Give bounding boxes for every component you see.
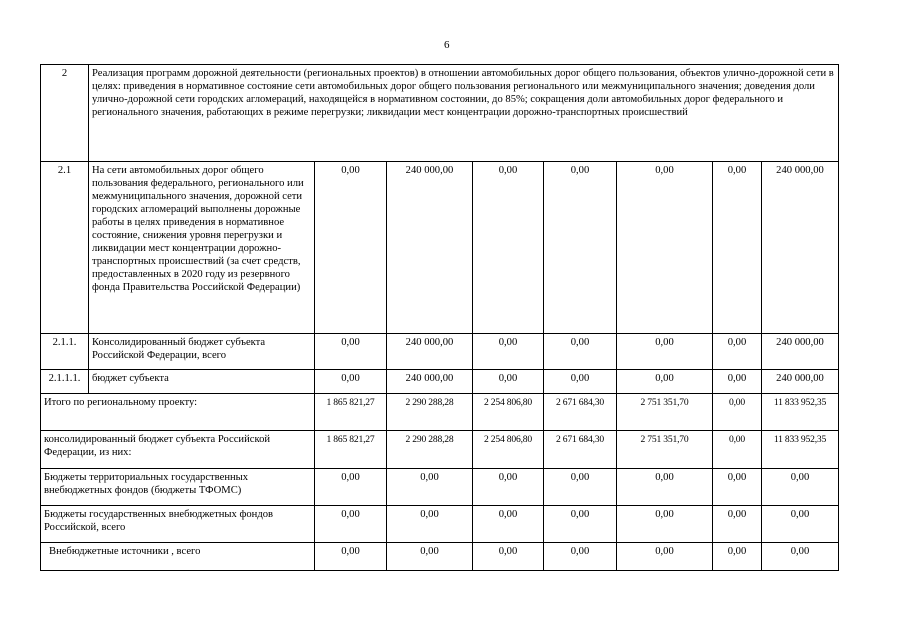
value-cell: 11 833 952,35 [762,431,839,469]
table-row [41,370,839,394]
value-cell: 0,00 [473,334,544,370]
value-cell: 0,00 [713,431,762,469]
value-cell: 0,00 [387,543,473,571]
value-cell: 0,00 [713,370,762,394]
value-cell: 0,00 [544,543,617,571]
total-row [41,469,839,506]
page-number: 6 [444,39,450,51]
value-cell: 2 671 684,30 [544,431,617,469]
value-cell: 0,00 [617,543,713,571]
value-cell: 0,00 [315,469,387,506]
value-cell: 11 833 952,35 [762,394,839,431]
value-cell: 0,00 [315,334,387,370]
row-code: 2.1.1.1. [41,370,89,394]
value-cell: 0,00 [762,506,839,543]
value-cell: 2 254 806,80 [473,431,544,469]
total-label: Бюджеты государственных внебюджетных фондов Российской, всего [41,506,315,543]
value-cell: 0,00 [315,162,387,334]
value-cell: 0,00 [473,162,544,334]
total-label: Бюджеты территориальных государственных внебюджетных фондов (бюджеты ТФОМС) [41,469,315,506]
value-cell: 240 000,00 [762,334,839,370]
value-cell: 0,00 [473,370,544,394]
value-cell: 0,00 [544,506,617,543]
section-title: Реализация программ дорожной деятельности (региональных проектов) в отношении автомобильных дорог общего пользования, объектов улично-дорожной сети в целях: приведения в нормативное состояние сети автомобильных дорог общего пользования регионального или межмуниципального значения; доведения доли улично-дорожной сети городских агломераций, находящейся в нормативном состоянии, до 85%; сокращения доли автомобильных дорог федерального и регионального значения, работающих в режиме перегрузки; ликвидации мест концентрации дорожно-транспортных происшествий [89,65,839,162]
value-cell: 0,00 [762,469,839,506]
value-cell: 0,00 [713,394,762,431]
value-cell: 2 751 351,70 [617,431,713,469]
total-label: Внебюджетные источники , всего [41,543,315,571]
value-cell: 0,00 [473,506,544,543]
value-cell: 0,00 [713,162,762,334]
value-cell: 1 865 821,27 [315,431,387,469]
total-row [41,506,839,543]
section-code: 2 [41,65,89,162]
value-cell: 0,00 [544,162,617,334]
value-cell: 1 865 821,27 [315,394,387,431]
section-row [41,65,839,162]
total-label: консолидированный бюджет субъекта Российской Федерации, из них: [41,431,315,469]
value-cell: 0,00 [544,469,617,506]
value-cell: 240 000,00 [762,162,839,334]
value-cell: 2 290 288,28 [387,394,473,431]
value-cell: 0,00 [713,543,762,571]
budget-table [40,64,839,571]
value-cell: 240 000,00 [762,370,839,394]
value-cell: 2 751 351,70 [617,394,713,431]
total-label: Итого по региональному проекту: [41,394,315,431]
value-cell: 0,00 [315,543,387,571]
value-cell: 0,00 [617,334,713,370]
row-code: 2.1 [41,162,89,334]
total-row [41,431,839,469]
value-cell: 0,00 [713,334,762,370]
value-cell: 0,00 [617,469,713,506]
value-cell: 0,00 [617,162,713,334]
value-cell: 0,00 [473,543,544,571]
value-cell: 2 671 684,30 [544,394,617,431]
table-row [41,162,839,334]
row-label: На сети автомобильных дорог общего пользования федерального, регионального или межмуниципального значения, дорожной сети городских агломераций выполнены дорожные работы в целях приведения в нормативное состояние, снижения уровня перегрузки и ликвидации мест концентрации дорожно-транспортных происшествий (за счет средств, предоставленных в 2020 году из резервного фонда Правительства Российской Федерации) [89,162,315,334]
value-cell: 0,00 [617,370,713,394]
value-cell: 0,00 [713,469,762,506]
row-code: 2.1.1. [41,334,89,370]
value-cell: 0,00 [315,370,387,394]
total-row [41,394,839,431]
value-cell: 0,00 [544,370,617,394]
value-cell: 240 000,00 [387,334,473,370]
value-cell: 0,00 [387,506,473,543]
total-row [41,543,839,571]
value-cell: 0,00 [617,506,713,543]
row-label: бюджет субъекта [89,370,315,394]
value-cell: 0,00 [473,469,544,506]
row-label: Консолидированный бюджет субъекта Российской Федерации, всего [89,334,315,370]
value-cell: 0,00 [713,506,762,543]
value-cell: 240 000,00 [387,370,473,394]
value-cell: 0,00 [315,506,387,543]
value-cell: 2 290 288,28 [387,431,473,469]
value-cell: 240 000,00 [387,162,473,334]
value-cell: 0,00 [762,543,839,571]
value-cell: 0,00 [544,334,617,370]
table-row [41,334,839,370]
value-cell: 0,00 [387,469,473,506]
value-cell: 2 254 806,80 [473,394,544,431]
